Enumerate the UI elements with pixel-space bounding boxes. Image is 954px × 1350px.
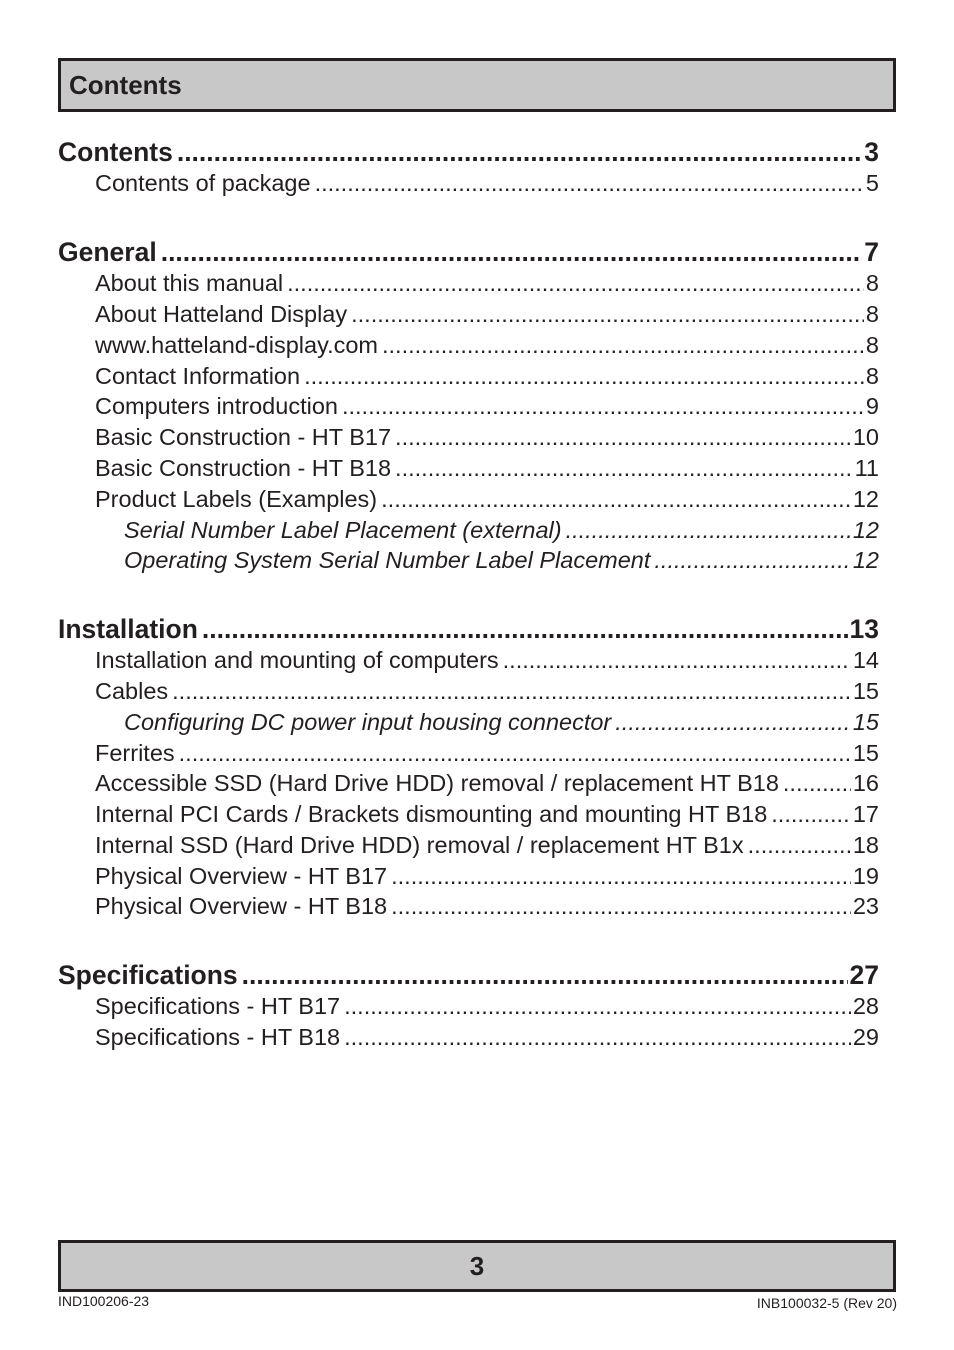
toc-dot-leader [654,546,850,574]
toc-entry-physical-overview-b18[interactable] [58,892,879,920]
toc-entry-label: General [58,237,157,267]
toc-entry-label: Physical Overview - HT B17 [95,863,388,889]
toc-dot-leader [342,392,864,420]
toc-entry-label: Contents of package [95,170,311,196]
toc-dot-leader [395,454,853,482]
toc-entry-cables[interactable] [58,677,879,705]
toc-entry-page: 23 [852,893,879,919]
toc-dot-leader [172,677,851,705]
toc-entry-page: 7 [864,237,879,267]
toc-entry-about-hatteland-display[interactable] [58,300,879,328]
toc-entry-page: 15 [852,678,879,704]
toc-entry-label: Basic Construction - HT B17 [95,424,392,450]
page-number: 3 [469,1251,485,1281]
toc-dot-leader [566,516,851,544]
toc-dot-leader [381,485,851,513]
toc-entry-ferrites[interactable] [58,739,879,767]
toc-entry-contents[interactable] [58,136,879,168]
toc-entry-basic-construction-b18[interactable] [58,454,879,482]
toc-dot-leader [344,992,851,1020]
toc-entry-specifications-b18[interactable] [58,1023,879,1051]
toc-entry-page: 12 [852,547,879,573]
toc-entry-page: 9 [865,393,879,419]
toc-dot-leader [351,300,864,328]
toc-entry-label: About Hatteland Display [95,301,348,327]
toc-dot-leader [304,362,864,390]
toc-entry-label: Contents [58,137,173,167]
toc-dot-leader [395,423,851,451]
toc-entry-product-labels[interactable] [58,485,879,513]
toc-entry-internal-ssd[interactable] [58,831,879,859]
toc-entry-general[interactable] [58,236,879,268]
toc-entry-page: 28 [852,993,879,1019]
toc-entry-label: Basic Construction - HT B18 [95,455,392,481]
toc-entry-page: 10 [852,424,879,450]
toc-entry-installation[interactable] [58,613,879,645]
toc-dot-leader [161,236,863,268]
toc-entry-page: 15 [852,709,879,735]
page-header-bar [58,58,896,112]
toc-entry-physical-overview-b17[interactable] [58,862,879,890]
toc-entry-dc-power-connector[interactable] [58,708,879,736]
toc-entry-computers-introduction[interactable] [58,392,879,420]
document-id-left: IND100206-23 [58,1293,150,1309]
toc-entry-website[interactable] [58,331,879,359]
toc-entry-page: 13 [849,614,879,644]
toc-entry-label: Physical Overview - HT B18 [95,893,388,919]
toc-entry-about-this-manual[interactable] [58,269,879,297]
toc-dot-leader [748,831,851,859]
toc-entry-label: Product Labels (Examples) [95,486,378,512]
toc-entry-page: 8 [865,270,879,296]
toc-entry-label: Configuring DC power input housing connector [124,709,612,735]
toc-entry-specifications-b17[interactable] [58,992,879,1020]
toc-entry-page: 29 [852,1024,879,1050]
toc-entry-page: 19 [852,863,879,889]
toc-entry-label: Specifications - HT B17 [95,993,341,1019]
toc-entry-label: About this manual [95,270,284,296]
toc-entry-page: 12 [852,486,879,512]
toc-entry-label: Installation and mounting of computers [95,647,499,673]
toc-entry-label: Specifications - HT B18 [95,1024,341,1050]
toc-entry-basic-construction-b17[interactable] [58,423,879,451]
toc-dot-leader [315,169,864,197]
toc-dot-leader [391,892,851,920]
toc-entry-label: Ferrites [95,740,175,766]
toc-entry-os-serial-number-label[interactable] [58,546,879,574]
toc-entry-label: Specifications [58,960,238,990]
toc-entry-page: 16 [852,770,879,796]
toc-dot-leader [177,136,862,168]
toc-dot-leader [202,613,848,645]
toc-entry-internal-pci-cards[interactable] [58,800,879,828]
toc-entry-label: Operating System Serial Number Label Placement [124,547,651,573]
toc-entry-label: Computers introduction [95,393,338,419]
toc-entry-page: 14 [852,647,879,673]
toc-dot-leader [344,1023,851,1051]
toc-entry-page: 27 [849,960,879,990]
toc-dot-leader [771,800,851,828]
toc-dot-leader [503,646,851,674]
toc-entry-label: Installation [58,614,198,644]
toc-entry-label: Cables [95,678,169,704]
toc-dot-leader [382,331,864,359]
toc-entry-contact-information[interactable] [58,362,879,390]
toc-entry-label: Internal SSD (Hard Drive HDD) removal / replacement HT B1x [95,832,744,858]
toc-entry-page: 8 [865,332,879,358]
toc-dot-leader [179,739,851,767]
toc-entry-page: 3 [864,137,879,167]
toc-entry-page: 11 [854,455,879,481]
toc-entry-page: 5 [865,170,879,196]
toc-entry-page: 8 [865,301,879,327]
document-id-right: INB100032-5 (Rev 20) [756,1295,897,1311]
toc-entry-label: Accessible SSD (Hard Drive HDD) removal / replacement HT B18 [95,770,779,796]
toc-dot-leader [242,959,848,991]
toc-dot-leader [391,862,851,890]
toc-entry-label: Contact Information [95,363,301,389]
toc-entry-installation-mounting[interactable] [58,646,879,674]
toc-entry-accessible-ssd[interactable] [58,769,879,797]
toc-entry-contents-of-package[interactable] [58,169,879,197]
toc-dot-leader [287,269,864,297]
toc-entry-label: Internal PCI Cards / Brackets dismounting and mounting HT B18 [95,801,768,827]
toc-dot-leader [783,769,851,797]
toc-entry-page: 12 [852,517,879,543]
page-header-title: Contents [69,70,182,100]
toc-entry-page: 15 [852,740,879,766]
toc-entry-page: 17 [852,801,879,827]
toc-entry-label: www.hatteland-display.com [95,332,378,358]
toc-entry-label: Serial Number Label Placement (external) [124,517,562,543]
toc-dot-leader [615,708,851,736]
toc-entry-serial-number-label[interactable] [58,516,879,544]
toc-entry-page: 18 [852,832,879,858]
toc-entry-specifications[interactable] [58,959,879,991]
toc-entry-page: 8 [865,363,879,389]
page-footer-bar [58,1240,896,1292]
